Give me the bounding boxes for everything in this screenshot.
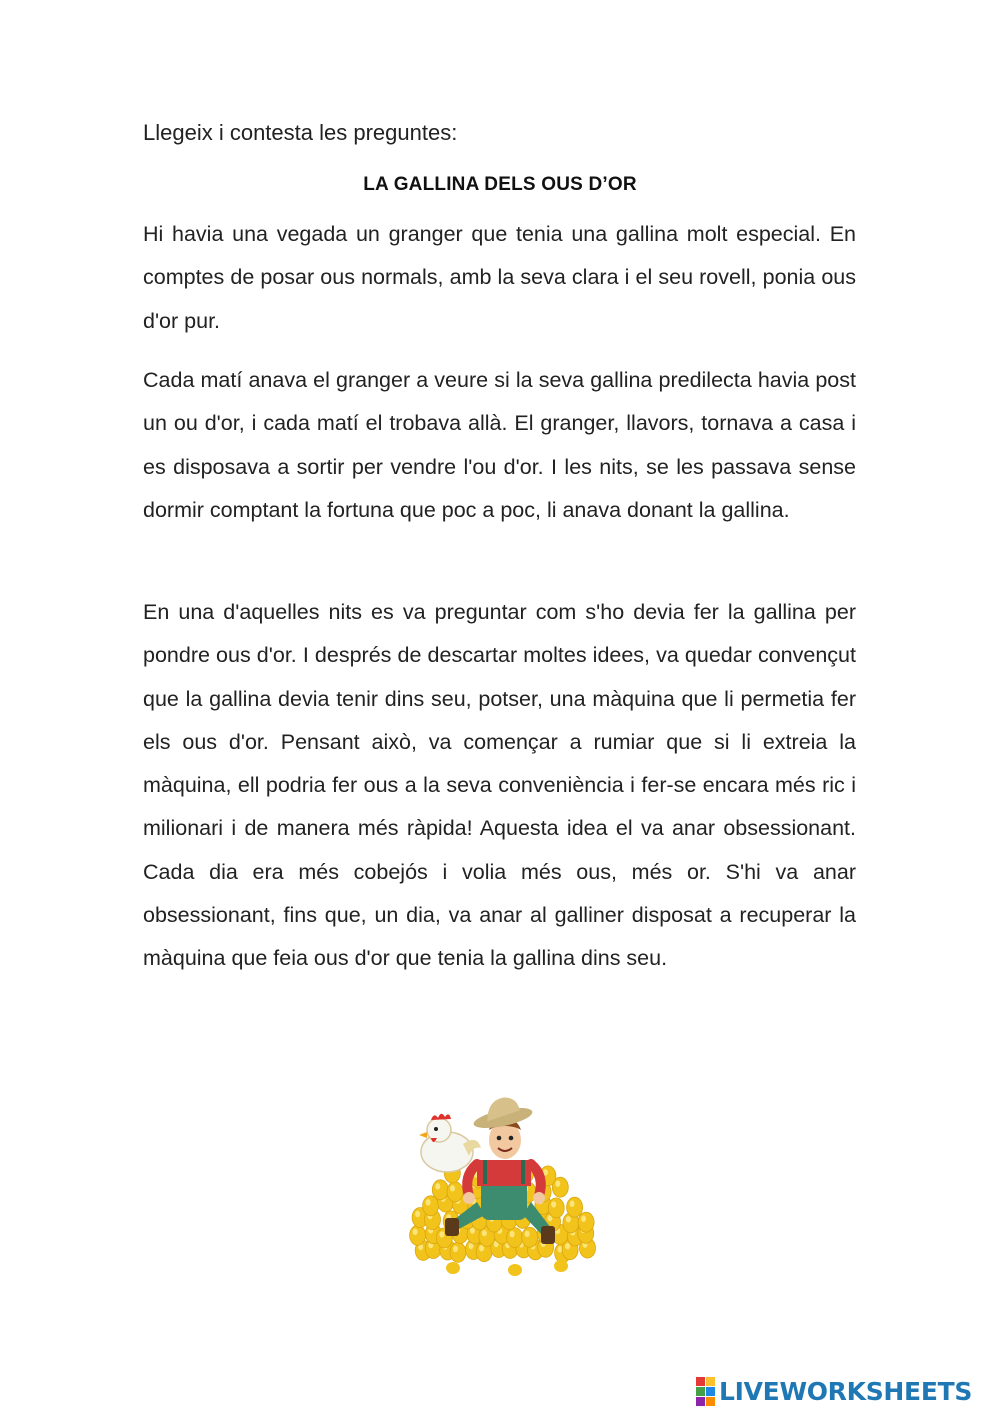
golden-egg: [450, 1242, 466, 1262]
egg-highlight: [453, 1246, 458, 1252]
egg-highlight: [566, 1216, 571, 1222]
story-title: LA GALLINA DELS OUS D’OR: [363, 174, 637, 195]
egg-highlight: [581, 1216, 586, 1222]
egg-highlight: [439, 1231, 444, 1237]
egg-highlight: [426, 1199, 431, 1205]
egg-highlight: [450, 1185, 455, 1191]
egg-highlight: [482, 1230, 487, 1236]
golden-egg: [432, 1180, 448, 1200]
golden-egg: [548, 1198, 564, 1218]
egg-highlight: [413, 1229, 418, 1235]
logo-mark-square: [706, 1397, 715, 1406]
golden-egg: [446, 1262, 460, 1274]
golden-egg: [554, 1260, 568, 1272]
logo-mark-square: [696, 1397, 705, 1406]
egg-highlight: [551, 1201, 556, 1207]
farmer-with-golden-eggs-illustration: [365, 1090, 635, 1280]
story-paragraph-2: Cada matí anava el granger a veure si la seva gallina predilecta havia post un ou d'or, i cada matí el trobava allà. El granger, llavors, tornava a casa i es disposava a sortir per vendre l'ou d'or. I les nits, se les passava sense dormir comptant la fortuna que poc a poc, li anava donant la gallina.: [143, 368, 856, 522]
liveworksheets-logo: [696, 1373, 972, 1409]
egg-highlight: [565, 1243, 570, 1249]
story-paragraph-3: En una d'aquelles nits es va preguntar com s'ho devia fer la gallina per pondre ous d'or. I després de descartar moltes idees, va quedar convençut que la gallina devia tenir dins seu, potser, una màquina que li permetia fer els ous d'or. Pensant això, va començar a rumiar que si li extreia la màquina, ell podria fer ous a la seva conveniència i fer-se encara més ric i milionari i de manera més ràpida! Aquesta idea el va anar obsessionant. Cada dia era més cobejós i volia més ous, més or. S'hi va anar obsessionant, fins que, un dia, va anar al galliner disposat a recuperar la màquina que feia ous d'or que tenia la gallina dins seu.: [143, 600, 856, 971]
logo-mark-square: [696, 1377, 705, 1386]
golden-egg: [567, 1197, 583, 1217]
golden-egg: [578, 1212, 594, 1232]
egg-highlight: [570, 1201, 575, 1207]
farmer-with-golden-eggs-icon: [365, 1090, 635, 1280]
egg-highlight: [525, 1231, 530, 1237]
golden-egg: [508, 1264, 522, 1276]
liveworksheets-logo-icon: [696, 1377, 715, 1406]
logo-mark-square: [706, 1387, 715, 1396]
egg-highlight: [435, 1183, 440, 1189]
egg-highlight: [510, 1231, 515, 1237]
egg-highlight: [415, 1211, 420, 1217]
instruction-text: Llegeix i contesta les preguntes:: [143, 120, 458, 145]
story-paragraph-1: Hi havia una vegada un granger que tenia una gallina molt especial. En comptes de posar ous normals, amb la seva clara i el seu rovell, ponia ous d'or pur.: [143, 222, 856, 333]
logo-text: LIVEWORKSHEETS: [719, 1376, 973, 1406]
golden-egg: [507, 1228, 523, 1248]
logo-mark-square: [696, 1387, 705, 1396]
egg-highlight: [555, 1181, 560, 1187]
logo-mark-square: [706, 1377, 715, 1386]
golden-egg: [410, 1225, 426, 1245]
golden-egg: [522, 1227, 538, 1247]
golden-egg: [447, 1182, 463, 1202]
